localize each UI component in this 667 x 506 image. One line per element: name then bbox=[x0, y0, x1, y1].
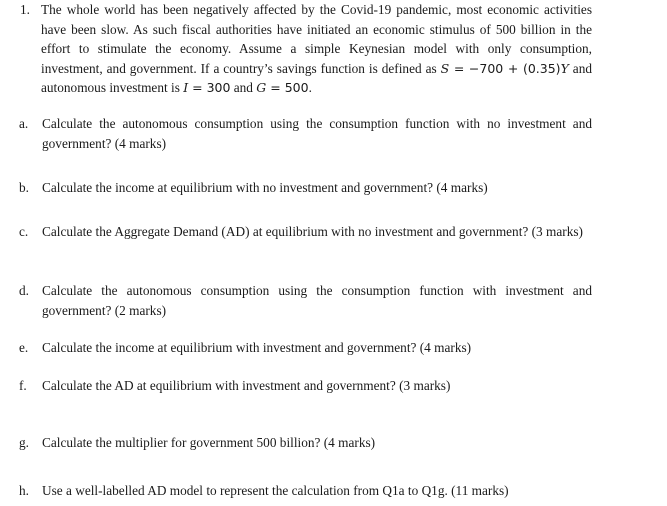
government-value: G = 500 bbox=[256, 80, 309, 95]
sub-question-letter: f. bbox=[19, 378, 27, 393]
savings-function: S = −700 + (0.35)Y bbox=[440, 60, 569, 76]
sub-question-letter: g. bbox=[19, 435, 29, 450]
sub-question-d bbox=[19, 281, 592, 320]
sub-question-b bbox=[19, 178, 592, 198]
question-stem bbox=[41, 0, 592, 98]
investment-value: I = 300 bbox=[183, 80, 231, 95]
sub-question-a bbox=[19, 114, 592, 153]
sub-question-text: Calculate the income at equilibrium with no investment and government? (4 marks) bbox=[42, 180, 488, 195]
stem-text-middle: and autonomous investment is bbox=[41, 60, 592, 95]
sub-question-text: Calculate the income at equilibrium with investment and government? (4 marks) bbox=[42, 340, 472, 355]
sub-question-g bbox=[19, 433, 592, 453]
sub-question-c bbox=[19, 222, 592, 242]
sub-question-letter: a. bbox=[19, 116, 29, 131]
sub-question-text: Calculate the Aggregate Demand (AD) at equilibrium with no investment and government? (3 marks) bbox=[42, 224, 583, 239]
sub-question-f bbox=[19, 376, 592, 396]
question-1 bbox=[20, 0, 592, 98]
sub-question-text: Use a well-labelled AD model to represent the calculation from Q1a to Q1g. (11 marks) bbox=[42, 483, 509, 498]
sub-question-text: Calculate the multiplier for government 500 billion? (4 marks) bbox=[42, 435, 376, 450]
sub-question-text: Calculate the autonomous consumption using the consumption function with no investment and government? (4 marks) bbox=[42, 116, 592, 151]
stem-text: The whole world has been negatively affected by the Covid-19 pandemic, most economic activities have been slow. As such fiscal authorities have initiated an economic stimulus of 500 billion in the effort to stimulate the economy. Assume a simple Keynesian model with only consumption, investment, and government. If a country’s savings function is defined as bbox=[41, 2, 592, 76]
sub-question-text: Calculate the AD at equilibrium with investment and government? (3 marks) bbox=[42, 378, 451, 393]
sub-question-letter: e. bbox=[19, 340, 29, 355]
sub-question-letter: b. bbox=[19, 180, 29, 195]
sub-question-e bbox=[19, 338, 592, 358]
sub-question-letter: c. bbox=[19, 224, 29, 239]
sub-question-text: Calculate the autonomous consumption using the consumption function with investment and government? (2 marks) bbox=[42, 283, 592, 318]
sub-question-letter: d. bbox=[19, 283, 29, 298]
question-number: 1. bbox=[20, 2, 30, 17]
stem-text-end: . bbox=[308, 80, 312, 95]
sub-question-h bbox=[19, 481, 592, 501]
stem-text-and: and bbox=[230, 80, 257, 95]
sub-question-letter: h. bbox=[19, 483, 29, 498]
